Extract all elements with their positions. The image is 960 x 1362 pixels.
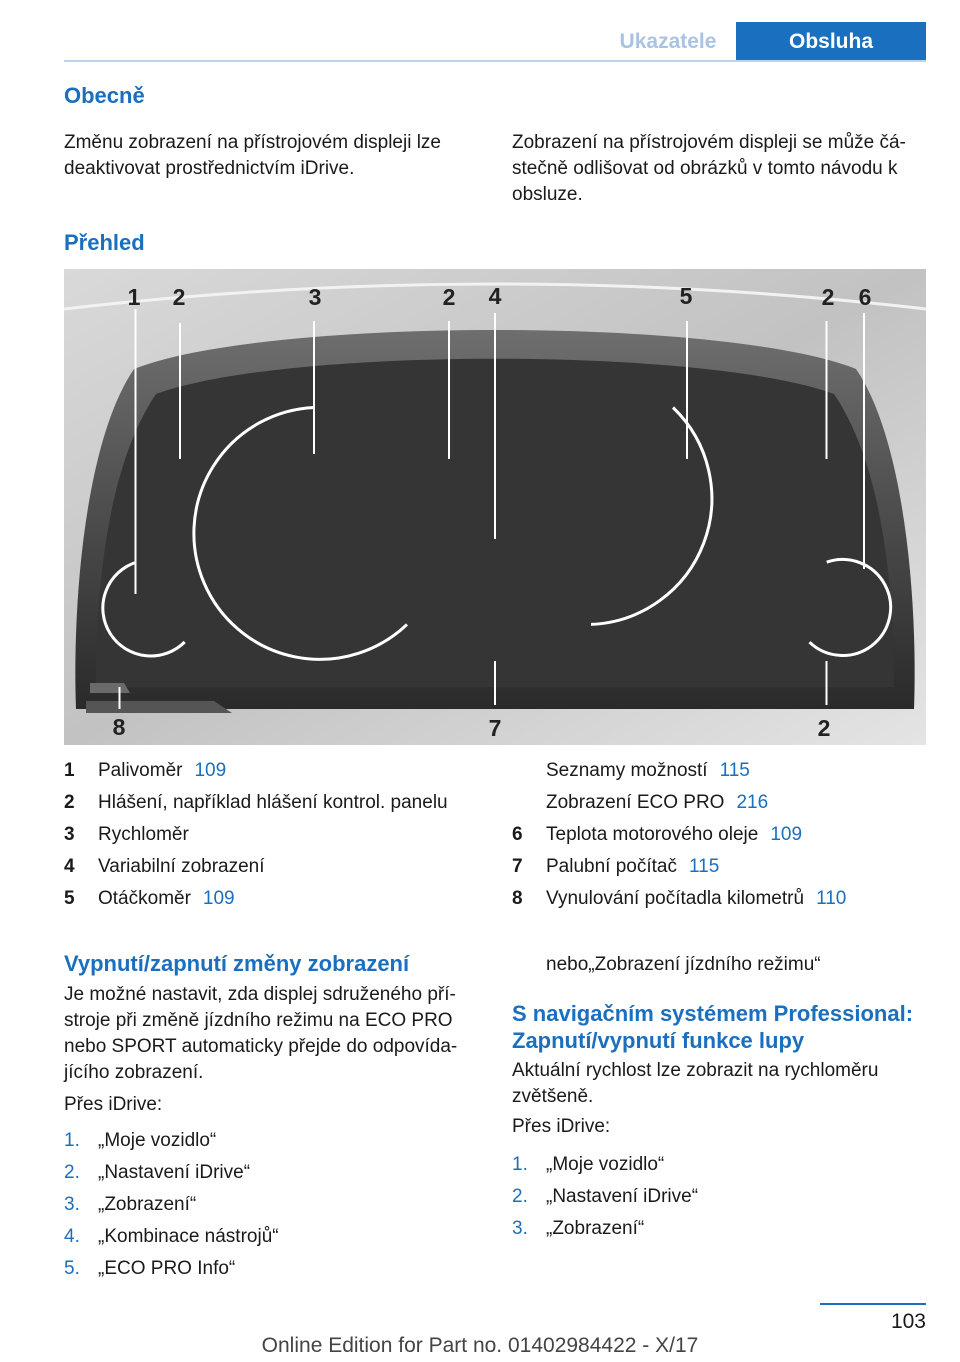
legend-item xyxy=(546,824,802,846)
legend-number: 4 xyxy=(64,856,75,877)
legend-number: 5 xyxy=(64,888,75,909)
text-line: stečně odlišovat od obrázků v tomto návodu k xyxy=(512,158,898,179)
step-number: 3. xyxy=(512,1218,528,1239)
via-idrive-label: Přes iDrive: xyxy=(512,1116,611,1137)
header-rule xyxy=(64,60,926,62)
label-trip-reset: 8 xyxy=(112,714,126,740)
step-text: „ECO PRO Info“ xyxy=(98,1258,236,1279)
page-reference[interactable]: 115 xyxy=(719,760,750,781)
text-line: deaktivovat prostřednictvím iDrive. xyxy=(64,158,355,179)
label-speedometer: 3 xyxy=(308,284,322,310)
display-change-text xyxy=(64,982,457,1086)
obecne-right-text xyxy=(512,130,906,208)
heading-zoom-function xyxy=(512,1000,913,1054)
legend-item xyxy=(98,824,189,846)
instrument-cluster-illustration xyxy=(64,269,926,745)
legend-number: 7 xyxy=(512,856,523,877)
legend-text: Seznamy možností xyxy=(546,760,708,781)
tab-obsluha[interactable]: Obsluha xyxy=(736,22,926,62)
text-line: Zobrazení na přístrojovém displeji se může čá‐ xyxy=(512,132,906,153)
legend-text: Hlášení, například hlášení kontrol. panelu xyxy=(98,792,448,813)
heading-obecne: Obecně xyxy=(64,83,145,108)
text-line: stroje při změně jízdního režimu na ECO PRO xyxy=(64,1010,453,1031)
step-number: 5. xyxy=(64,1258,80,1279)
step-text: „Kombinace nástrojů“ xyxy=(98,1226,279,1247)
legend-number: 2 xyxy=(64,792,75,813)
online-edition-footer: Online Edition for Part no. 01402984422 - X/17 xyxy=(261,1334,699,1357)
label-variable-display: 4 xyxy=(488,283,502,309)
step-number: 2. xyxy=(512,1186,528,1207)
label-fuel-gauge: 1 xyxy=(127,284,141,310)
page-reference[interactable]: 115 xyxy=(688,856,720,877)
zoom-function-text xyxy=(512,1058,878,1110)
label-messages: 2 xyxy=(821,284,835,310)
label-messages: 2 xyxy=(817,715,831,741)
legend-text: Variabilní zobrazení xyxy=(98,856,265,877)
legend-item xyxy=(98,792,448,814)
label-tachometer: 5 xyxy=(679,283,693,309)
legend-item xyxy=(98,760,226,782)
page-reference[interactable]: 109 xyxy=(194,760,227,781)
legend-text: Vynulování počítadla kilometrů xyxy=(546,888,805,909)
legend-text: Teplota motorového oleje xyxy=(546,824,759,845)
step-number: 3. xyxy=(64,1194,80,1215)
legend-number: 8 xyxy=(512,888,523,909)
step-text: „Moje vozidlo“ xyxy=(98,1130,217,1151)
heading-display-change: Vypnutí/zapnutí změny zobrazení xyxy=(64,951,410,976)
text-line: obsluze. xyxy=(512,184,583,205)
label-messages: 2 xyxy=(172,284,186,310)
via-idrive-label: Přes iDrive: xyxy=(64,1094,163,1115)
legend-item xyxy=(546,792,768,814)
step-text: „Zobrazení“ xyxy=(98,1194,197,1215)
heading-prehled: Přehled xyxy=(64,230,145,255)
legend-text: Otáčkoměr xyxy=(98,888,191,909)
legend-text: Zobrazení ECO PRO xyxy=(546,792,725,813)
step-text: „Moje vozidlo“ xyxy=(546,1154,665,1175)
legend-item xyxy=(546,888,846,910)
step-text: „Nastavení iDrive“ xyxy=(98,1162,251,1183)
legend-item xyxy=(546,760,750,782)
legend-number: 6 xyxy=(512,824,523,845)
obecne-left-text xyxy=(64,130,441,182)
text-line: zvětšeně. xyxy=(512,1086,594,1107)
step-number: 1. xyxy=(512,1154,528,1175)
page-reference[interactable]: 109 xyxy=(202,888,235,909)
label-onboard-computer: 7 xyxy=(488,715,502,741)
reset-button-area xyxy=(86,701,232,713)
text-line: Aktuální rychlost lze zobrazit na rychloměru xyxy=(512,1060,879,1081)
page-reference[interactable]: 216 xyxy=(736,792,769,813)
text-line: nebo SPORT automaticky přejde do odpovída‐ xyxy=(64,1036,458,1057)
legend-text: Rychloměr xyxy=(98,824,189,845)
step-text: „Zobrazení“ xyxy=(546,1218,645,1239)
legend-number: 1 xyxy=(64,760,75,781)
legend-text: Palivoměr xyxy=(98,760,183,781)
text-line: Změnu zobrazení na přístrojovém displeji lze xyxy=(64,132,442,153)
legend-text: Palubní počítač xyxy=(546,856,677,877)
page-reference[interactable]: 109 xyxy=(770,824,803,845)
page-reference[interactable]: 110 xyxy=(816,888,847,909)
step-number: 4. xyxy=(64,1226,80,1247)
text-line: Je možné nastavit, zda displej sdruženého pří‐ xyxy=(64,984,456,1005)
legend-item xyxy=(98,856,265,878)
step-number: 1. xyxy=(64,1130,80,1151)
legend-item xyxy=(98,888,235,910)
step-number: 2. xyxy=(64,1162,80,1183)
page-number: 103 xyxy=(890,1310,926,1333)
footer-rule xyxy=(820,1303,926,1305)
step-continuation: nebo„Zobrazení jízdního režimu“ xyxy=(546,954,821,975)
tab-ukazatele[interactable]: Ukazatele xyxy=(619,30,717,53)
heading-line: Zapnutí/vypnutí funkce lupy xyxy=(512,1028,805,1053)
text-line: jícího zobrazení. xyxy=(64,1062,204,1083)
legend-number: 3 xyxy=(64,824,75,845)
label-oil-temp: 6 xyxy=(858,284,872,310)
legend-item xyxy=(546,856,719,878)
step-text: „Nastavení iDrive“ xyxy=(546,1186,699,1207)
heading-line: S navigačním systémem Professional: xyxy=(512,1001,914,1026)
label-messages: 2 xyxy=(442,284,456,310)
